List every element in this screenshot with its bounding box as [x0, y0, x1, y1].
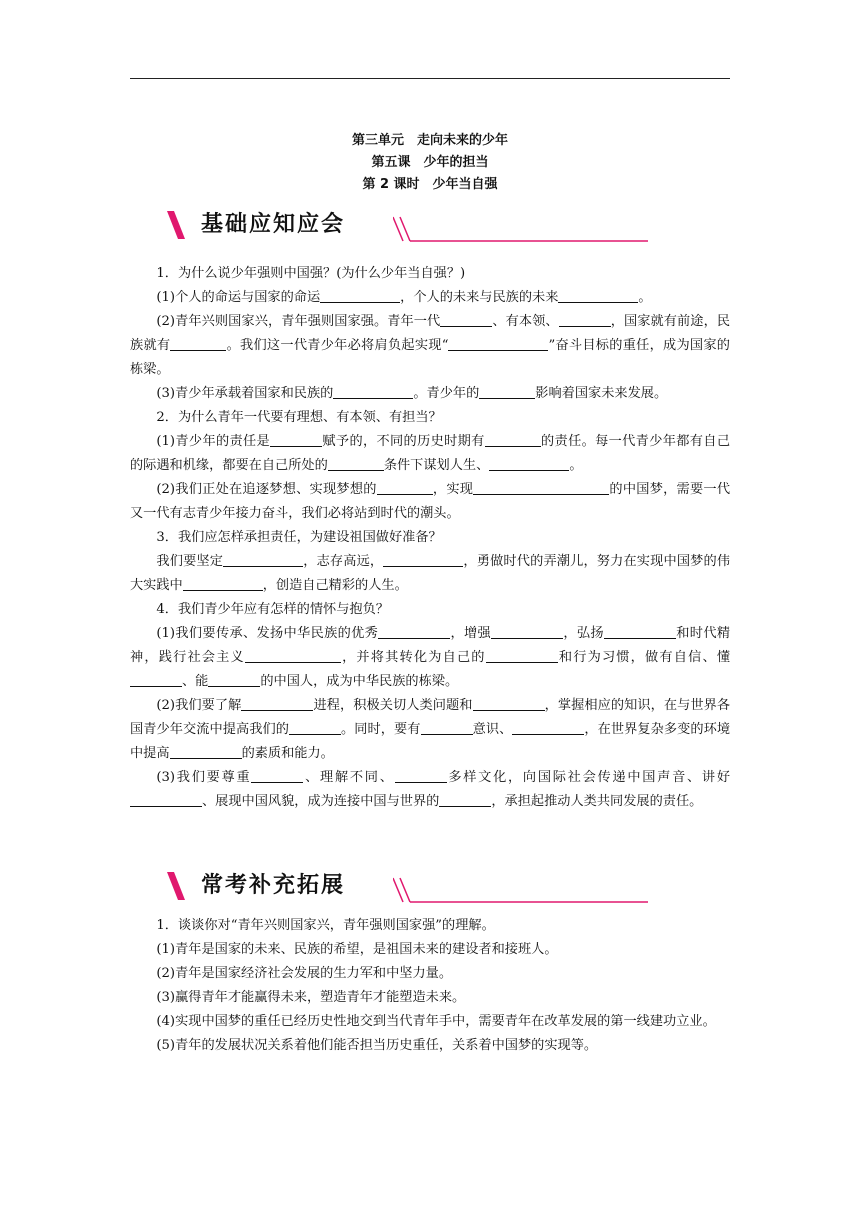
fill-blank[interactable]: [489, 456, 569, 471]
list-item: (2)青年是国家经济社会发展的生力军和中坚力量。: [156, 966, 453, 981]
unit-title: 第三单元 走向未来的少年: [351, 133, 508, 148]
fill-blank[interactable]: [289, 720, 341, 735]
question-4: 4．我们青少年应有怎样的情怀与抱负？: [156, 602, 389, 617]
fill-blank[interactable]: [559, 312, 611, 327]
fill-blank[interactable]: [333, 384, 413, 399]
fill-blank[interactable]: [491, 624, 563, 639]
list-item: (1)青年是国家的未来、民族的希望，是祖国未来的建设者和接班人。: [156, 942, 558, 957]
section-banner-basics: [165, 205, 665, 245]
period-title: 第 2 课时 少年当自强: [362, 177, 498, 192]
fill-blank[interactable]: [130, 672, 182, 687]
lesson-title: 第五课 少年的担当: [371, 155, 489, 170]
section-banner-extension: [165, 866, 665, 906]
question-ext-1: 1．谈谈你对“青年兴则国家兴，青年强则国家强”的理解。: [156, 918, 495, 933]
banner-decor-rule: [393, 215, 653, 245]
fill-blank[interactable]: [170, 336, 226, 351]
fill-blank[interactable]: [183, 576, 263, 591]
fill-blank[interactable]: [130, 792, 202, 807]
fill-blank[interactable]: [479, 384, 535, 399]
question-1: 1．为什么说少年强则中国强？(为什么少年当自强？): [156, 266, 466, 281]
answer-1-2: (2)青年兴则国家兴，青年强则国家强。青年一代 、有本领、 ，国家就有前途，民族就有 。我们这一代青少年必将肩负起实现“ ”奋斗目标的重任，成为国家的栋梁。: [130, 314, 731, 377]
answer-1-3: (3)青少年承载着国家和民族的 。青少年的 影响着国家未来发展。: [156, 386, 668, 401]
fill-blank[interactable]: [383, 552, 463, 567]
answer-2-1: (1)青少年的责任是 赋予的，不同的历史时期有 的责任。每一代青少年都有自己的际遇和机缘，都要在自己所处的 条件下谋划人生、 。: [130, 434, 731, 473]
fill-blank[interactable]: [421, 720, 473, 735]
fill-blank[interactable]: [485, 432, 541, 447]
list-item: (5)青年的发展状况关系着他们能否担当历史重任，关系着中国梦的实现等。: [156, 1038, 598, 1053]
section-extension: [130, 914, 730, 1058]
fill-blank[interactable]: [170, 744, 242, 759]
question-3: 3．我们应怎样承担责任，为建设祖国做好准备？: [156, 530, 442, 545]
section-basics: [130, 262, 730, 814]
fill-blank[interactable]: [473, 696, 545, 711]
fill-blank[interactable]: [223, 552, 303, 567]
answer-1-1: (1)个人的命运与国家的命运 ，个人的未来与民族的未来 。: [156, 290, 652, 305]
fill-blank[interactable]: [512, 720, 584, 735]
fill-blank[interactable]: [320, 288, 400, 303]
fill-blank[interactable]: [378, 624, 450, 639]
fill-blank[interactable]: [558, 288, 638, 303]
banner-decor-rule: [393, 876, 653, 906]
fill-blank[interactable]: [377, 480, 433, 495]
answer-4-1: (1)我们要传承、发扬中华民族的优秀 ，增强 ，弘扬 和时代精神，践行社会主义 ，并将其转化为自己的 和行为习惯，做有自信、懂、能 的中国人，成为中华民族的栋梁。: [130, 626, 731, 689]
banner-slash-icon: [165, 872, 187, 900]
fill-blank[interactable]: [448, 336, 548, 351]
list-item: (3)赢得青年才能赢得未来，塑造青年才能塑造未来。: [156, 990, 466, 1005]
banner-slash-icon: [165, 211, 187, 239]
page-titles: [130, 130, 730, 196]
fill-blank[interactable]: [486, 648, 558, 663]
list-item: (4)实现中国梦的重任已经历史性地交到当代青年手中，需要青年在改革发展的第一线建功立业。: [156, 1014, 716, 1029]
top-rule: [130, 78, 730, 79]
fill-blank[interactable]: [604, 624, 676, 639]
fill-blank[interactable]: [440, 312, 492, 327]
fill-blank[interactable]: [439, 792, 491, 807]
answer-4-3: (3)我们要尊重 、理解不同、 多样文化，向国际社会传递中国声音、讲好、展现中国风貌，成为连接中国与世界的 ，承担起推动人类共同发展的责任。: [130, 766, 730, 814]
answer-3: 我们要坚定 ，志存高远， ，勇做时代的弄潮儿，努力在实现中国梦的伟大实践中 ，创造自己精彩的人生。: [130, 554, 731, 593]
fill-blank[interactable]: [270, 432, 322, 447]
fill-blank[interactable]: [208, 672, 260, 687]
fill-blank[interactable]: [241, 696, 313, 711]
banner-label: 常考补充拓展: [201, 873, 346, 898]
fill-blank[interactable]: [328, 456, 384, 471]
question-2: 2．为什么青年一代要有理想、有本领、有担当？: [156, 410, 442, 425]
fill-blank[interactable]: [473, 480, 609, 495]
fill-blank[interactable]: [251, 768, 303, 783]
fill-blank[interactable]: [245, 648, 341, 663]
answer-4-2: (2)我们要了解 进程，积极关切人类问题和 ，掌握相应的知识，在与世界各国青少年交流中提高我们的 。同时，要有 意识、 ，在世界复杂多变的环境中提高 的素质和能力。: [130, 698, 731, 761]
fill-blank[interactable]: [395, 768, 447, 783]
banner-label: 基础应知应会: [201, 212, 346, 237]
answer-2-2: (2)我们正处在追逐梦想、实现梦想的 ，实现 的中国梦，需要一代又一代有志青少年接力奋斗，我们必将站到时代的潮头。: [130, 482, 731, 521]
